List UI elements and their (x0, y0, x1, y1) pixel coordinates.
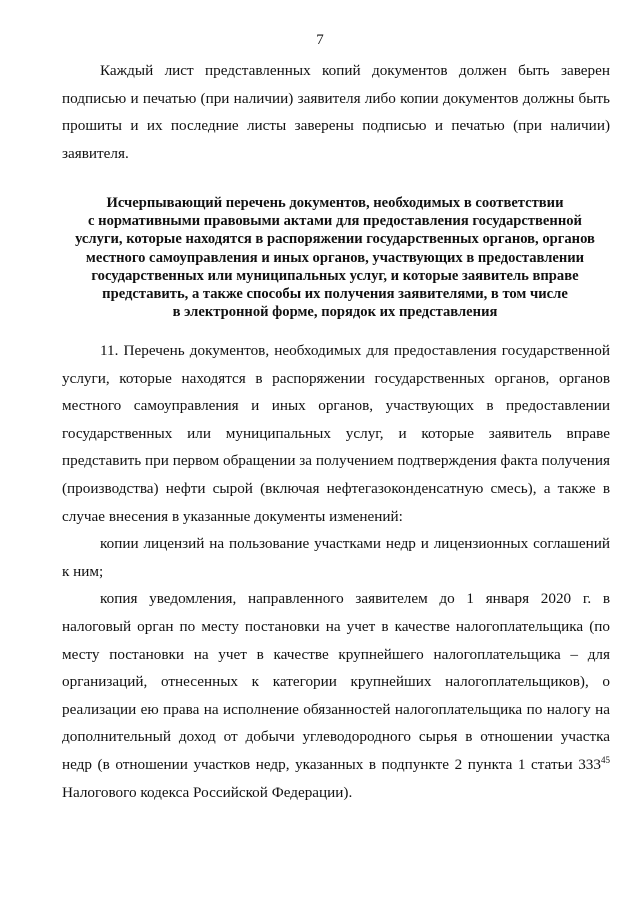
paragraph-11: 11. Перечень документов, необходимых для предоставления государственной услуги, которые находятся в распоряжении государственных органов, органов местного самоуправления и иных органов, участвующих в предоставлении государственных или муниципальных услуг, и которые заявитель вправе представить при первом обращении за получением подтверждения факта получения (производства) нефти сырой (включая нефтегазоконденсатную смесь), а также в случае внесения в указанные документы изменений: (62, 342, 610, 525)
page-number: 7 (316, 32, 324, 48)
item-licenses: копии лицензий на пользование участками недр и лицензионных соглашений к ним; (62, 535, 610, 580)
section-heading (52, 194, 618, 321)
heading-line: Исчерпывающий перечень документов, необходимых в соответствии (106, 195, 564, 211)
heading-line: услуги, которые находятся в распоряжении государственных органов, органов (75, 231, 595, 248)
item-notice (62, 585, 610, 806)
heading-line: в электронной форме, порядок их представления (172, 304, 498, 321)
main-block (62, 337, 610, 806)
heading-line: государственных или муниципальных услуг, и которые заявитель вправе (91, 267, 579, 284)
heading-line: представить, а также способы их получения заявителями, в том числе (102, 286, 568, 303)
article-superscript: 45 (601, 754, 610, 765)
item-notice-tail: Налогового кодекса Российской Федерации). (62, 783, 353, 801)
heading-line: с нормативными правовыми актами для предоставления государственной (88, 213, 582, 230)
heading-line: местного самоуправления и иных органов, участвующих в предоставлении (85, 249, 585, 266)
item-notice-text: копия уведомления, направленного заявителем до 1 января 2020 г. в налоговый орган по месту постановки на учет в качестве налогоплательщика (по месту постановки на учет в качестве крупнейшего налогоплательщика – для организаций, отнесенных к категории крупнейших налогоплательщиков), о реализации ею права на исполнение обязанностей налогоплательщика по налогу на дополнительный доход от добычи углеводородного сырья в отношении участка недр (в отношении участков недр, указанных в подпункте 2 пункта 1 статьи 333 (62, 590, 610, 773)
intro-paragraph: Каждый лист представленных копий документов должен быть заверен подписью и печатью (при наличии) заявителя либо копии документов должны быть прошиты и их последние листы заверены подписью и печатью (при наличии) заявителя. (62, 62, 610, 162)
intro-block (62, 57, 610, 167)
